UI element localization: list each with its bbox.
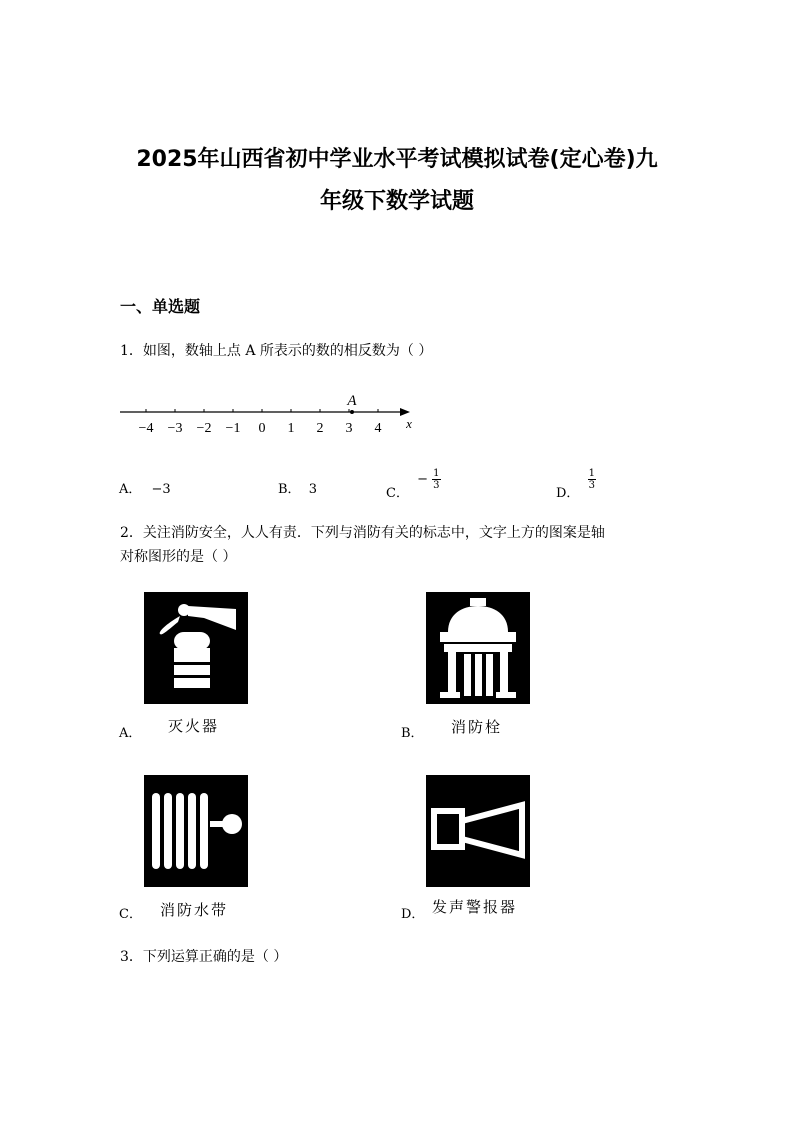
fire-hose-sign[interactable] [144,775,248,887]
fire-hydrant-icon [426,592,530,704]
option-letter: B． [278,482,301,497]
point-a-dot [350,410,354,414]
question-2-stem-line2: 对称图形的是（ ） [120,549,237,565]
q1-option-d[interactable] [556,468,596,501]
q1-option-b[interactable] [278,478,317,497]
q2-option-c-letter[interactable]: C． [119,907,142,922]
alarm-horn-icon [426,775,530,887]
number-line-arrow [400,408,410,416]
alarm-horn-sign[interactable] [426,775,530,887]
q2-option-c-label: 消防水带 [160,901,229,919]
point-a-label: A [347,393,357,409]
number-line-figure [118,388,418,438]
page-title-line2: 年级下数学试题 [319,189,474,214]
fraction-denominator: 3 [433,480,440,491]
q1-option-a[interactable] [119,478,171,497]
number-line-tick-label: 4 [374,421,382,436]
question-3-stem: 3．下列运算正确的是（ ） [120,949,288,965]
q2-option-b-label: 消防栓 [451,718,503,736]
q2-option-b-letter[interactable]: B． [401,726,424,741]
q2-option-a-letter[interactable]: A． [119,726,142,741]
fire-extinguisher-sign[interactable] [144,592,248,704]
number-line-tick-label: −1 [225,421,241,436]
number-line-tick-label: 3 [345,421,353,436]
section-heading: 一、单选题 [120,297,201,316]
q1-option-c[interactable] [386,468,441,501]
number-line-tick-label: −4 [138,421,154,436]
question-2-stem-line1: 2．关注消防安全，人人有责．下列与消防有关的标志中，文字上方的图案是轴 [120,525,605,541]
option-fraction [432,468,440,491]
number-line-tick-label: 1 [287,421,295,436]
option-letter: D． [556,486,580,501]
page-title-line1: 2025年山西省初中学业水平考试模拟试卷(定心卷)九 [136,147,658,172]
number-line-tick-label: 0 [258,421,266,436]
option-value: −3 [151,482,171,497]
option-letter: C． [386,486,409,501]
axis-x-label: x [406,416,412,431]
option-sign: − [417,472,428,487]
q2-option-d-label: 发声警报器 [432,898,518,916]
number-line-tick-label: 2 [316,421,324,436]
option-value: 3 [308,482,317,497]
q2-option-a-label: 灭火器 [168,717,220,735]
number-line-tick-label: −3 [167,421,183,436]
number-line-tick-label: −2 [196,421,212,436]
option-letter: A． [119,482,142,497]
question-1-stem: 1．如图，数轴上点 A 所表示的数的相反数为（ ） [120,343,433,359]
fraction-denominator: 3 [588,480,595,491]
q2-option-d-letter[interactable]: D． [401,907,425,922]
fire-hose-icon [144,775,248,887]
number-line-ticks [139,409,382,436]
fire-hydrant-sign[interactable] [426,592,530,704]
option-fraction [588,468,596,491]
fraction-numerator: 1 [433,468,440,479]
fire-extinguisher-icon [144,592,248,704]
fraction-numerator: 1 [588,468,595,479]
